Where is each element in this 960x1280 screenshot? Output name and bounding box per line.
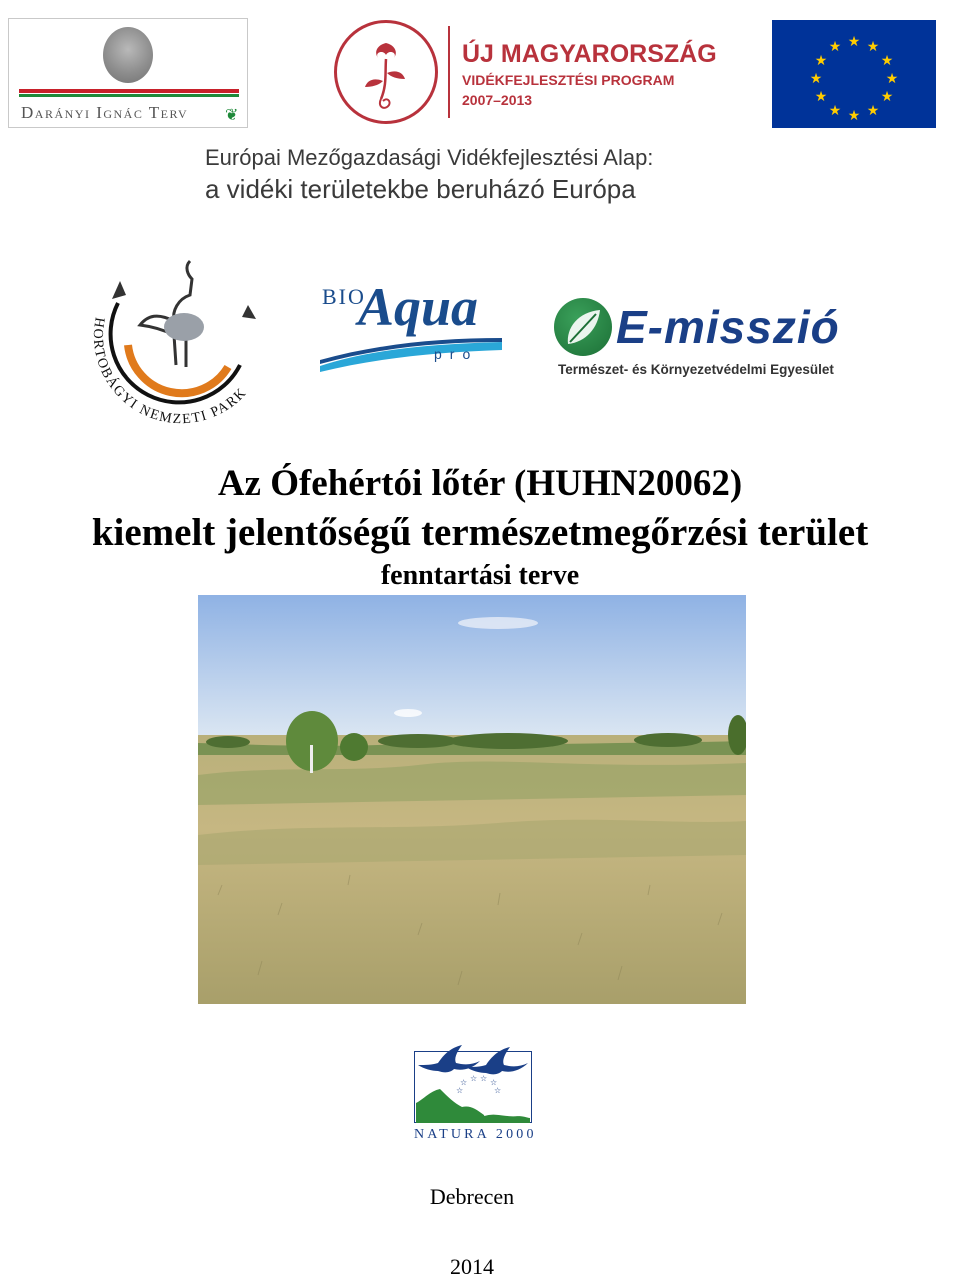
uj-magyarorszag-years: 2007–2013 xyxy=(462,92,533,108)
document-title-line1: Az Ófehértói lőtér (HUHN20062) xyxy=(217,463,743,504)
daranyi-logo-text: Darányi Ignác Terv xyxy=(21,103,189,122)
eu-flag-logo xyxy=(772,20,936,128)
svg-text:★: ★ xyxy=(847,108,861,124)
svg-text:☆: ☆ xyxy=(480,1074,488,1083)
e-misszio-name: E-misszió xyxy=(616,301,840,353)
svg-text:☆: ☆ xyxy=(456,1086,464,1095)
eu-fund-line2: a vidéki területekbe beruházó Európa xyxy=(205,174,636,204)
hnp-logo-text: HORTOBÁGYI NEMZETI PARK xyxy=(89,316,251,428)
publication-year: 2014 xyxy=(450,1254,494,1279)
natura-label: NATURA 2000 xyxy=(414,1127,537,1142)
bioaqua-pro-text: pro xyxy=(434,346,479,362)
daranyi-ignac-terv-logo xyxy=(8,18,248,128)
e-misszio-logo xyxy=(552,296,862,386)
svg-text:☆: ☆ xyxy=(490,1078,498,1087)
ribbon-red-stripe xyxy=(19,89,239,93)
svg-text:★: ★ xyxy=(866,39,880,55)
e-misszio-subtitle: Természet- és Környezetvédelmi Egyesület xyxy=(558,362,834,377)
svg-text:☆: ☆ xyxy=(460,1078,468,1087)
leaf-icon: ❦ xyxy=(225,107,239,124)
hortobagyi-nemzeti-park-logo xyxy=(78,255,282,430)
grassland-photo xyxy=(198,595,746,1004)
svg-text:★: ★ xyxy=(880,53,894,69)
svg-text:★: ★ xyxy=(814,53,828,69)
publication-city: Debrecen xyxy=(429,1184,515,1209)
uj-magyarorszag-subtitle: VIDÉKFEJLESZTÉSI PROGRAM xyxy=(462,72,675,88)
bioaqua-aqua-text: Aqua xyxy=(358,277,479,337)
portrait-image xyxy=(103,27,153,83)
eu-fund-line1: Európai Mezőgazdasági Vidékfejlesztési Alap: xyxy=(205,145,654,170)
svg-text:★: ★ xyxy=(828,103,842,119)
uj-magyarorszag-logo xyxy=(330,20,717,125)
svg-text:☆: ☆ xyxy=(470,1074,478,1083)
ribbon-green-stripe xyxy=(19,94,239,97)
svg-text:★: ★ xyxy=(809,71,823,87)
bioaqua-pro-logo xyxy=(318,277,504,372)
svg-text:★: ★ xyxy=(885,71,899,87)
bioaqua-bio-text: BIO xyxy=(322,284,366,309)
svg-text:★: ★ xyxy=(847,34,861,50)
uj-magyarorszag-title: ÚJ MAGYARORSZÁG xyxy=(462,40,717,68)
document-title-line3: fenntartási terve xyxy=(380,560,580,591)
svg-text:★: ★ xyxy=(866,103,880,119)
svg-text:★: ★ xyxy=(880,89,894,105)
svg-text:★: ★ xyxy=(814,89,828,105)
logo-divider xyxy=(448,26,450,118)
svg-text:★: ★ xyxy=(828,39,842,55)
natura-2000-logo xyxy=(410,1043,536,1145)
flying-birds-icon xyxy=(410,1043,536,1127)
leaf-circle-icon xyxy=(554,298,612,356)
svg-text:☆: ☆ xyxy=(494,1086,502,1095)
document-title-line2: kiemelt jelentőségű természetmegőrzési terület xyxy=(91,511,869,554)
rose-emblem-icon xyxy=(334,20,438,124)
